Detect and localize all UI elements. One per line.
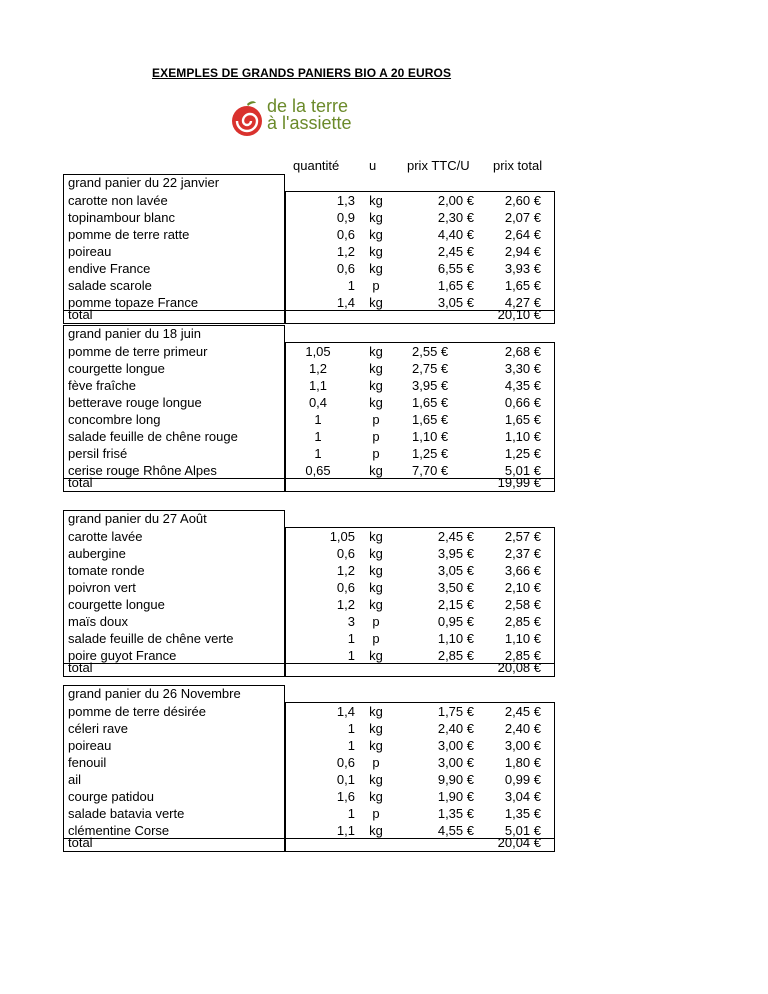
item-quantity: 0,6 bbox=[336, 755, 355, 770]
item-quantity: 1,1 bbox=[308, 378, 328, 393]
basket-total-box bbox=[63, 307, 285, 324]
item-unit-price: 4,55 € bbox=[437, 823, 474, 838]
item-name: salade feuille de chêne verte bbox=[68, 631, 234, 646]
item-quantity: 1,05 bbox=[305, 344, 331, 359]
item-total-price: 4,35 € bbox=[504, 378, 541, 393]
item-name: courgette longue bbox=[68, 361, 165, 376]
item-unit: p bbox=[372, 631, 380, 646]
item-total-price: 2,60 € bbox=[504, 193, 541, 208]
item-unit: kg bbox=[369, 823, 383, 838]
item-name: céleri rave bbox=[68, 721, 128, 736]
item-quantity: 0,4 bbox=[308, 395, 328, 410]
item-quantity: 1,2 bbox=[308, 361, 328, 376]
item-name: salade scarole bbox=[68, 278, 152, 293]
item-quantity: 1,3 bbox=[336, 193, 355, 208]
item-quantity: 0,6 bbox=[336, 580, 355, 595]
item-unit: kg bbox=[369, 789, 383, 804]
logo-line-2: à l'assiette bbox=[267, 113, 352, 133]
item-quantity: 0,9 bbox=[336, 210, 355, 225]
item-total-price: 2,07 € bbox=[504, 210, 541, 225]
item-quantity: 1,4 bbox=[336, 295, 355, 310]
item-name: courge patidou bbox=[68, 789, 155, 804]
basket-total-box bbox=[63, 835, 285, 852]
page-title: EXEMPLES DE GRANDS PANIERS BIO A 20 EUROS bbox=[152, 66, 452, 80]
item-unit-price: 2,45 € bbox=[437, 244, 474, 259]
item-unit: kg bbox=[369, 738, 383, 753]
item-unit: p bbox=[372, 755, 380, 770]
item-total-price: 2,57 € bbox=[504, 529, 541, 544]
item-unit: kg bbox=[369, 704, 383, 719]
item-total-price: 2,45 € bbox=[504, 704, 541, 719]
item-total-price: 3,30 € bbox=[504, 361, 541, 376]
item-quantity: 0,6 bbox=[336, 227, 355, 242]
item-total-price: 2,68 € bbox=[504, 344, 541, 359]
item-quantity: 1 bbox=[347, 806, 355, 821]
item-name: carotte non lavée bbox=[68, 193, 168, 208]
item-unit-price: 0,95 € bbox=[437, 614, 474, 629]
item-name: pomme topaze France bbox=[68, 295, 199, 310]
item-name: maïs doux bbox=[68, 614, 128, 629]
item-quantity: 1 bbox=[347, 738, 355, 753]
item-name: aubergine bbox=[68, 546, 126, 561]
item-quantity: 0,6 bbox=[336, 546, 355, 561]
item-unit-price: 1,10 € bbox=[437, 631, 474, 646]
item-name: ail bbox=[68, 772, 82, 787]
item-total-price: 2,37 € bbox=[504, 546, 541, 561]
logo-line-1: de la terre bbox=[267, 96, 349, 116]
item-unit: p bbox=[372, 412, 380, 427]
item-name: salade feuille de chêne rouge bbox=[68, 429, 238, 444]
item-unit: p bbox=[372, 446, 380, 461]
item-unit: kg bbox=[369, 295, 383, 310]
basket-total: 20,04 € bbox=[497, 835, 541, 850]
item-quantity: 1 bbox=[347, 278, 355, 293]
item-unit-price: 2,40 € bbox=[437, 721, 474, 736]
total-label: total bbox=[68, 660, 93, 675]
item-name: betterave rouge longue bbox=[68, 395, 202, 410]
item-unit: kg bbox=[369, 529, 383, 544]
item-quantity: 1,2 bbox=[336, 244, 355, 259]
item-unit: kg bbox=[369, 721, 383, 736]
item-total-price: 3,00 € bbox=[504, 738, 541, 753]
item-name: cerise rouge Rhône Alpes bbox=[68, 463, 217, 478]
item-total-price: 0,66 € bbox=[504, 395, 541, 410]
item-total-price: 1,65 € bbox=[504, 412, 541, 427]
item-unit-price: 3,00 € bbox=[437, 738, 474, 753]
item-unit: kg bbox=[369, 563, 383, 578]
item-name: tomate ronde bbox=[68, 563, 145, 578]
item-unit-price: 1,25 € bbox=[412, 446, 449, 461]
col-header-unit-price: prix TTC/U bbox=[407, 158, 470, 173]
item-quantity: 0,6 bbox=[336, 261, 355, 276]
item-name: poireau bbox=[68, 244, 112, 259]
basket-title: grand panier du 27 Août bbox=[68, 511, 207, 526]
item-name: clémentine Corse bbox=[68, 823, 170, 838]
item-quantity: 1,6 bbox=[336, 789, 355, 804]
item-unit-price: 1,35 € bbox=[437, 806, 474, 821]
item-unit-price: 3,95 € bbox=[412, 378, 449, 393]
item-unit: kg bbox=[369, 227, 383, 242]
item-total-price: 1,10 € bbox=[504, 631, 541, 646]
item-unit-price: 2,75 € bbox=[412, 361, 449, 376]
item-total-price: 3,93 € bbox=[504, 261, 541, 276]
brand-logo bbox=[229, 98, 419, 140]
item-unit-price: 2,55 € bbox=[412, 344, 449, 359]
item-unit-price: 1,65 € bbox=[437, 278, 474, 293]
item-total-price: 1,65 € bbox=[504, 278, 541, 293]
item-name: endive France bbox=[68, 261, 151, 276]
item-unit-price: 1,75 € bbox=[437, 704, 474, 719]
item-unit: kg bbox=[369, 378, 383, 393]
item-total-price: 1,10 € bbox=[504, 429, 541, 444]
item-unit-price: 3,05 € bbox=[437, 295, 474, 310]
item-unit-price: 2,85 € bbox=[437, 648, 474, 663]
total-label: total bbox=[68, 835, 93, 850]
item-total-price: 2,10 € bbox=[504, 580, 541, 595]
basket-title: grand panier du 26 Novembre bbox=[68, 686, 241, 701]
item-name: poire guyot France bbox=[68, 648, 177, 663]
item-name: persil frisé bbox=[68, 446, 128, 461]
item-unit: p bbox=[372, 614, 380, 629]
item-quantity: 1,05 bbox=[329, 529, 355, 544]
item-name: topinambour blanc bbox=[68, 210, 175, 225]
item-total-price: 5,01 € bbox=[504, 823, 541, 838]
basket-total: 20,10 € bbox=[497, 307, 541, 322]
item-unit-price: 1,90 € bbox=[437, 789, 474, 804]
item-total-price: 0,99 € bbox=[504, 772, 541, 787]
item-total-price: 2,40 € bbox=[504, 721, 541, 736]
item-unit-price: 2,45 € bbox=[437, 529, 474, 544]
item-unit: kg bbox=[369, 546, 383, 561]
item-unit: p bbox=[372, 429, 380, 444]
item-unit-price: 7,70 € bbox=[412, 463, 449, 478]
item-unit-price: 3,50 € bbox=[437, 580, 474, 595]
item-quantity: 1,2 bbox=[336, 597, 355, 612]
basket-total-box bbox=[63, 660, 285, 677]
item-quantity: 1 bbox=[347, 648, 355, 663]
item-quantity: 0,65 bbox=[305, 463, 331, 478]
item-unit-price: 4,40 € bbox=[437, 227, 474, 242]
item-unit-price: 1,65 € bbox=[412, 395, 449, 410]
item-quantity: 1 bbox=[314, 446, 322, 461]
spiral-apple-icon bbox=[229, 100, 265, 138]
item-unit-price: 1,10 € bbox=[412, 429, 449, 444]
item-total-price: 3,66 € bbox=[504, 563, 541, 578]
total-label: total bbox=[68, 307, 93, 322]
logo-text bbox=[267, 98, 351, 132]
col-header-qty: quantité bbox=[293, 158, 340, 173]
item-unit: kg bbox=[369, 261, 383, 276]
item-name: pomme de terre désirée bbox=[68, 704, 207, 719]
item-unit-price: 3,95 € bbox=[437, 546, 474, 561]
item-total-price: 3,04 € bbox=[504, 789, 541, 804]
item-name: poivron vert bbox=[68, 580, 136, 595]
item-name: pomme de terre ratte bbox=[68, 227, 190, 242]
item-name: carotte lavée bbox=[68, 529, 143, 544]
item-quantity: 1 bbox=[314, 429, 322, 444]
item-total-price: 2,85 € bbox=[504, 648, 541, 663]
basket-title: grand panier du 18 juin bbox=[68, 326, 201, 341]
item-unit: p bbox=[372, 278, 380, 293]
item-unit: kg bbox=[369, 463, 383, 478]
basket-total: 19,99 € bbox=[497, 475, 541, 490]
item-name: courgette longue bbox=[68, 597, 165, 612]
total-label: total bbox=[68, 475, 93, 490]
item-unit: kg bbox=[369, 395, 383, 410]
item-unit: kg bbox=[369, 648, 383, 663]
item-unit: kg bbox=[369, 580, 383, 595]
item-total-price: 1,25 € bbox=[504, 446, 541, 461]
item-quantity: 0,1 bbox=[336, 772, 355, 787]
item-quantity: 1,1 bbox=[336, 823, 355, 838]
item-unit: kg bbox=[369, 772, 383, 787]
item-total-price: 2,58 € bbox=[504, 597, 541, 612]
item-unit-price: 1,65 € bbox=[412, 412, 449, 427]
basket-total-box bbox=[63, 475, 285, 492]
item-total-price: 4,27 € bbox=[504, 295, 541, 310]
col-header-total-price: prix total bbox=[493, 158, 543, 173]
item-total-price: 5,01 € bbox=[504, 463, 541, 478]
item-unit-price: 2,15 € bbox=[437, 597, 474, 612]
item-unit-price: 3,05 € bbox=[437, 563, 474, 578]
item-quantity: 1,4 bbox=[336, 704, 355, 719]
basket-total: 20,08 € bbox=[497, 660, 541, 675]
item-name: poireau bbox=[68, 738, 112, 753]
item-name: salade batavia verte bbox=[68, 806, 185, 821]
item-name: pomme de terre primeur bbox=[68, 344, 208, 359]
basket-title: grand panier du 22 janvier bbox=[68, 175, 220, 190]
item-unit-price: 3,00 € bbox=[437, 755, 474, 770]
item-unit: kg bbox=[369, 344, 383, 359]
item-unit: kg bbox=[369, 244, 383, 259]
item-name: concombre long bbox=[68, 412, 161, 427]
item-quantity: 1 bbox=[347, 631, 355, 646]
item-unit-price: 6,55 € bbox=[437, 261, 474, 276]
item-unit: p bbox=[372, 806, 380, 821]
item-quantity: 3 bbox=[347, 614, 355, 629]
item-total-price: 1,35 € bbox=[504, 806, 541, 821]
item-name: fève fraîche bbox=[68, 378, 136, 393]
item-quantity: 1 bbox=[314, 412, 322, 427]
item-unit: kg bbox=[369, 361, 383, 376]
item-unit-price: 9,90 € bbox=[437, 772, 474, 787]
item-total-price: 2,94 € bbox=[504, 244, 541, 259]
item-unit-price: 2,30 € bbox=[437, 210, 474, 225]
item-total-price: 1,80 € bbox=[504, 755, 541, 770]
item-name: fenouil bbox=[68, 755, 107, 770]
item-unit: kg bbox=[369, 210, 383, 225]
item-unit: kg bbox=[369, 597, 383, 612]
item-quantity: 1 bbox=[347, 721, 355, 736]
col-header-unit: u bbox=[369, 158, 377, 173]
item-unit: kg bbox=[369, 193, 383, 208]
item-total-price: 2,64 € bbox=[504, 227, 541, 242]
item-unit-price: 2,00 € bbox=[437, 193, 474, 208]
item-quantity: 1,2 bbox=[336, 563, 355, 578]
item-total-price: 2,85 € bbox=[504, 614, 541, 629]
